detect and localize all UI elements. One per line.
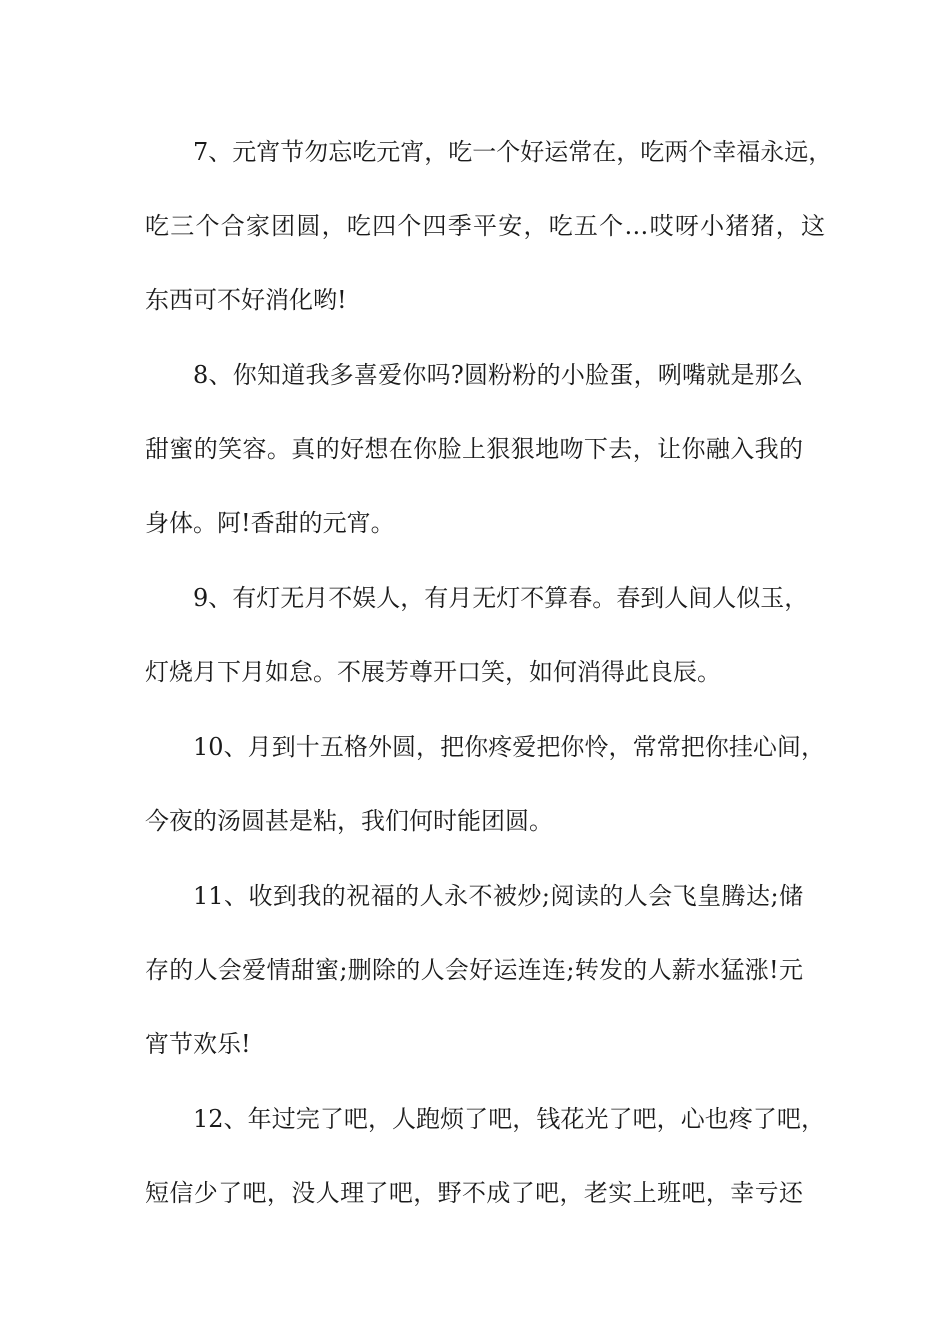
- paragraph-11-line-1: 11、收到我的祝福的人永不被炒;阅读的人会飞皇腾达;储: [193, 882, 803, 910]
- paragraph-10-line-1: 10、月到十五格外圆，把你疼爱把你怜，常常把你挂心间，: [193, 733, 825, 761]
- paragraph-8-line-3: 身体。阿!香甜的元宵。: [145, 509, 395, 537]
- paragraph-9-line-2: 灯烧月下月如怠。不展芳尊开口笑，如何消得此良辰。: [145, 658, 721, 686]
- paragraph-10-line-2: 今夜的汤圆甚是粘，我们何时能团圆。: [145, 807, 553, 835]
- paragraph-7-line-1: 7、元宵节勿忘吃元宵，吃一个好运常在，吃两个幸福永远，: [193, 138, 833, 166]
- paragraph-12-line-1: 12、年过完了吧，人跑烦了吧，钱花光了吧，心也疼了吧，: [193, 1105, 825, 1133]
- paragraph-9-line-1: 9、有灯无月不娱人，有月无灯不算春。春到人间人似玉，: [193, 584, 809, 612]
- paragraph-8-line-1: 8、你知道我多喜爱你吗?圆粉粉的小脸蛋，咧嘴就是那么: [193, 361, 803, 389]
- paragraph-11-line-2: 存的人会爱情甜蜜;删除的人会好运连连;转发的人薪水猛涨!元: [145, 956, 803, 984]
- paragraph-8-line-2: 甜蜜的笑容。真的好想在你脸上狠狠地吻下去，让你融入我的: [145, 435, 803, 463]
- paragraph-12-line-2: 短信少了吧，没人理了吧，野不成了吧，老实上班吧，幸亏还: [145, 1179, 803, 1207]
- paragraph-7-line-3: 东西可不好消化哟!: [145, 286, 347, 314]
- paragraph-7-line-2: 吃三个合家团圆，吃四个四季平安，吃五个…哎呀小猪猪，这: [145, 212, 825, 240]
- paragraph-11-line-3: 宵节欢乐!: [145, 1030, 251, 1058]
